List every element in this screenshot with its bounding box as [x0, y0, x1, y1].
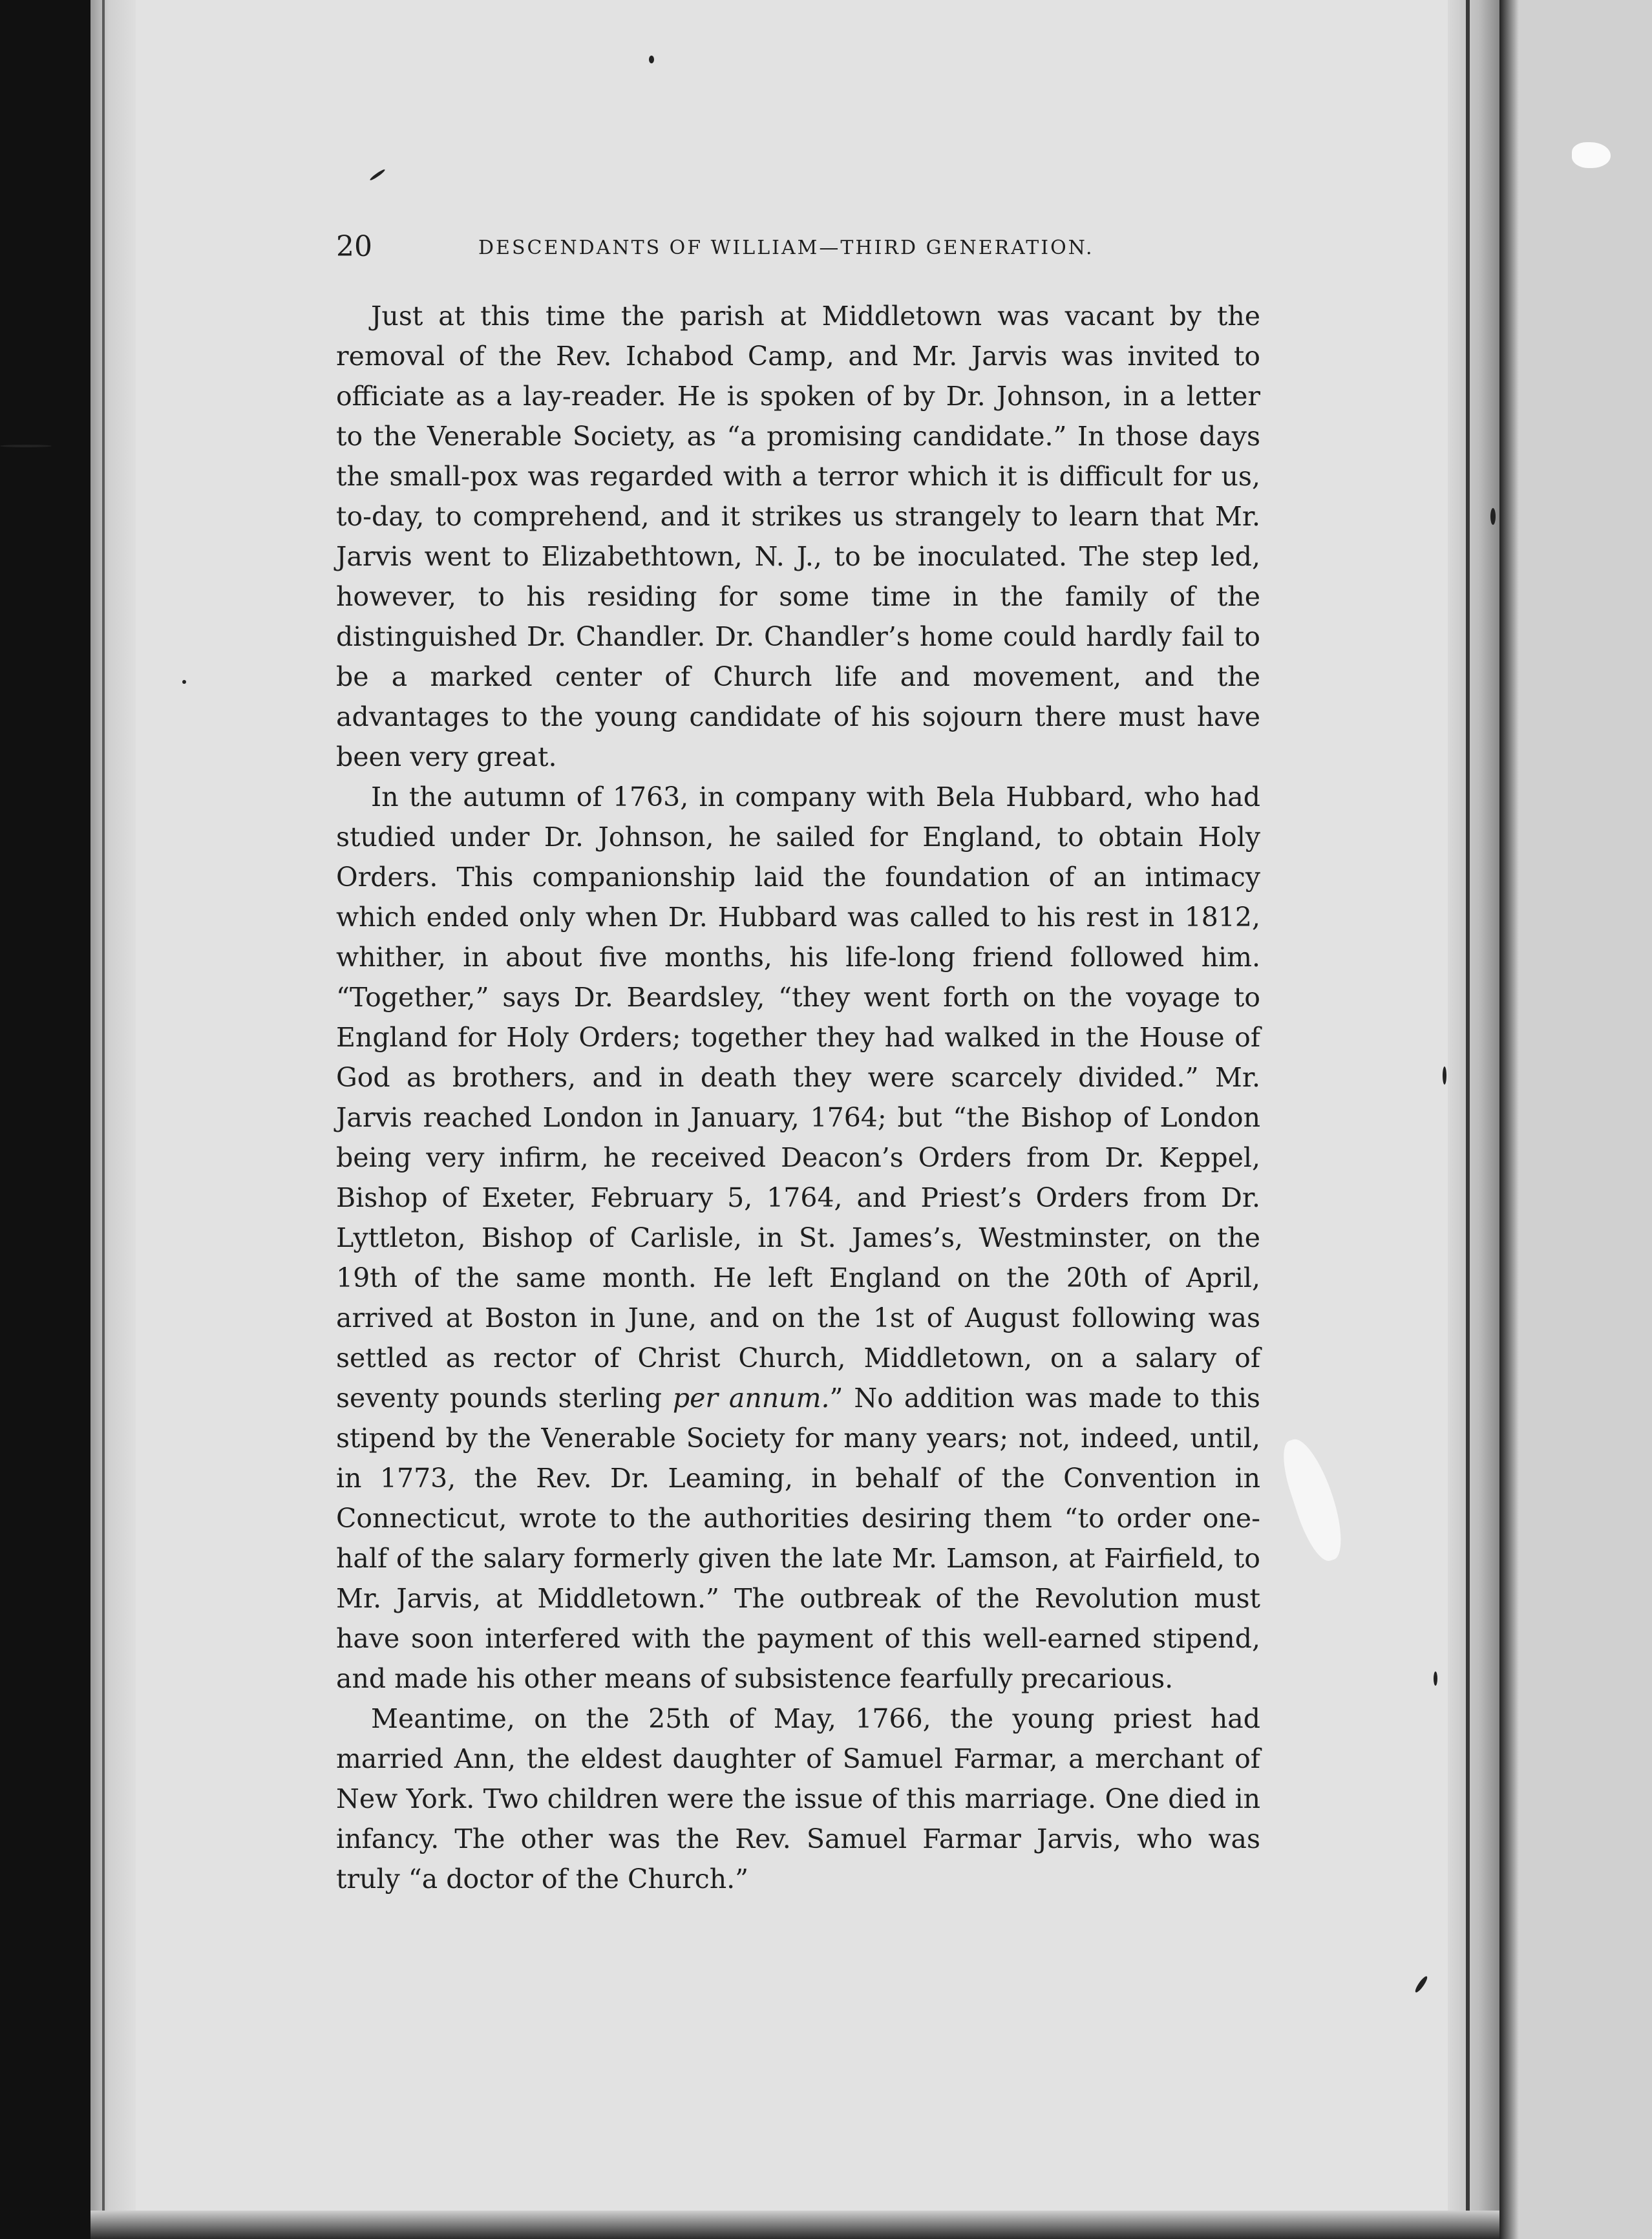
page-binding-shadow — [90, 0, 136, 2239]
paragraph: Just at this time the parish at Middletown was vacant by the removal of the Rev. Ichabod Camp, and Mr. Jarvis was invited to officiate as a lay-reader. He is spoken of by Dr. Johnson, in a letter to the Venerable Society, as “a promising candidate.” In those days the small-pox was regarded with a terror which it is difficult for us, to-day, to comprehend, and it strikes us strangely to learn that Mr. Jarvis went to Elizabethtown, N. J., to be inoculated. The step led, however, to his residing for some time in the family of the distinguished Dr. Chandler. Dr. Chandler’s home could hardly fail to be a marked center of Church life and movement, and the advantages to the young candidate of his sojourn there must have been very great. — [336, 301, 1260, 772]
page-right-rule — [1466, 0, 1470, 2239]
italic-phrase: per annum. — [672, 1383, 830, 1414]
page-header — [336, 228, 1267, 273]
page-number: 20 — [336, 230, 372, 263]
paragraph — [336, 777, 1260, 1699]
adjacent-page-gutter — [1499, 0, 1519, 2239]
page-right-edge — [1448, 0, 1499, 2239]
scan-speck — [0, 445, 52, 447]
paragraph: Meantime, on the 25th of May, 1766, the young priest had married Ann, the eldest daughter of Samuel Farmar, a merchant of New York. Two children were the issue of this marriage. One died in infancy. The other was the Rev. Samuel Farmar Jarvis, who was truly “a doctor of the Church.” — [336, 1703, 1260, 1894]
scan-speck — [182, 680, 186, 684]
paragraph-text: In the autumn of 1763, in company with Bela Hubbard, who had studied under Dr. Johnson, he sailed for England, to obtain Holy Orders. This companionship laid the foundation of an intimacy which ended only when Dr. Hubbard was called to his rest in 1812, whither, in about five months, his life-long friend followed him. “Together,” says Dr. Beardsley, “they went forth on the voyage to England for Holy Orders; together they had walked in the House of God as brothers, and in death they were scarcely divided.” Mr. Jarvis reached London in January, 1764; but “the Bishop of London being very infirm, he received Deacon’s Orders from Dr. Keppel, Bishop of Exeter, February 5, 1764, and Priest’s Orders from Dr. Lyttleton, Bishop of Carlisle, in St. James’s, Westminster, on the 19th of the same month. He left England on the 20th of April, arrived at Boston in June, and on the 1st of August following was settled as rector of Christ Church, Middletown, on a salary of seventy pounds sterling — [336, 781, 1260, 1414]
running-head: DESCENDANTS OF WILLIAM—THIRD GENERATION. — [478, 237, 1094, 259]
scan-blot — [1572, 142, 1611, 168]
adjacent-page-strip — [1499, 0, 1652, 2239]
paragraph-text: ” No addition was made to this stipend by the Venerable Society for many years; not, indeed, until, in 1773, the Rev. Dr. Leaming, in behalf of the Convention in Connecticut, wrote to the authorities desiring them “to order one-half of the salary formerly given the late Mr. Lamson, at Fairfield, to Mr. Jarvis, at Middletown.” The outbreak of the Revolution must have soon interfered with the payment of this well-earned stipend, and made his other means of subsistence fearfully precarious. — [336, 1383, 1260, 1694]
page-binding-line — [102, 0, 105, 2239]
body-text — [336, 296, 1260, 1899]
scan-speck — [1490, 508, 1496, 525]
scan-speck — [1434, 1671, 1437, 1686]
scan-speck — [1443, 1066, 1446, 1085]
scan-speck — [649, 56, 654, 63]
page-bottom-shadow — [90, 2211, 1499, 2239]
